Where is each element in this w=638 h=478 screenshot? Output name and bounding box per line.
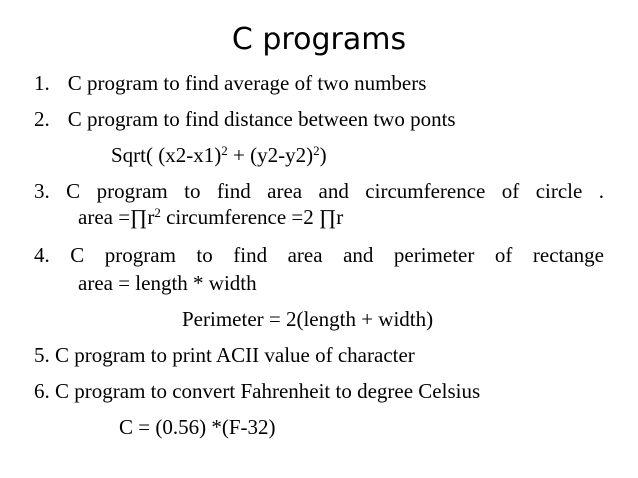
list-item-2 (34, 106, 456, 132)
list-item-3: 3. C program to find area and circumference of circle . (34, 179, 604, 203)
slide-title: C programs (231, 22, 407, 57)
list-item-text: C program to find distance between two ponts (67, 107, 456, 131)
formula-superscript: 2 (221, 143, 228, 158)
list-item-1 (34, 70, 426, 96)
formula-superscript: 2 (313, 143, 320, 158)
formula-superscript: 2 (154, 205, 161, 220)
formula-part: area =∏r (78, 205, 155, 229)
formula-part: circumference =2 ∏r (160, 205, 344, 229)
formula-part: Sqrt( (x2-x1) (111, 143, 222, 167)
list-item-6: 6. C program to convert Fahrenheit to degree Celsius (34, 379, 481, 403)
celsius-formula: C = (0.56) *(F-32) (119, 415, 276, 439)
formula-part: + (y2-y2) (227, 143, 314, 167)
distance-formula (111, 142, 327, 168)
list-item-text: C program to find average of two numbers (67, 71, 427, 95)
list-item-number: 2. (34, 107, 50, 131)
list-item-number: 1. (34, 71, 50, 95)
list-item-5: 5. C program to print ACII value of character (34, 343, 415, 367)
list-item-4: 4. C program to find area and perimeter of rectange (34, 243, 604, 267)
circle-formula (78, 204, 343, 230)
rectangle-area-formula: area = length * width (78, 271, 257, 295)
formula-part: ) (319, 143, 327, 167)
rectangle-perimeter-formula: Perimeter = 2(length + width) (182, 307, 434, 331)
